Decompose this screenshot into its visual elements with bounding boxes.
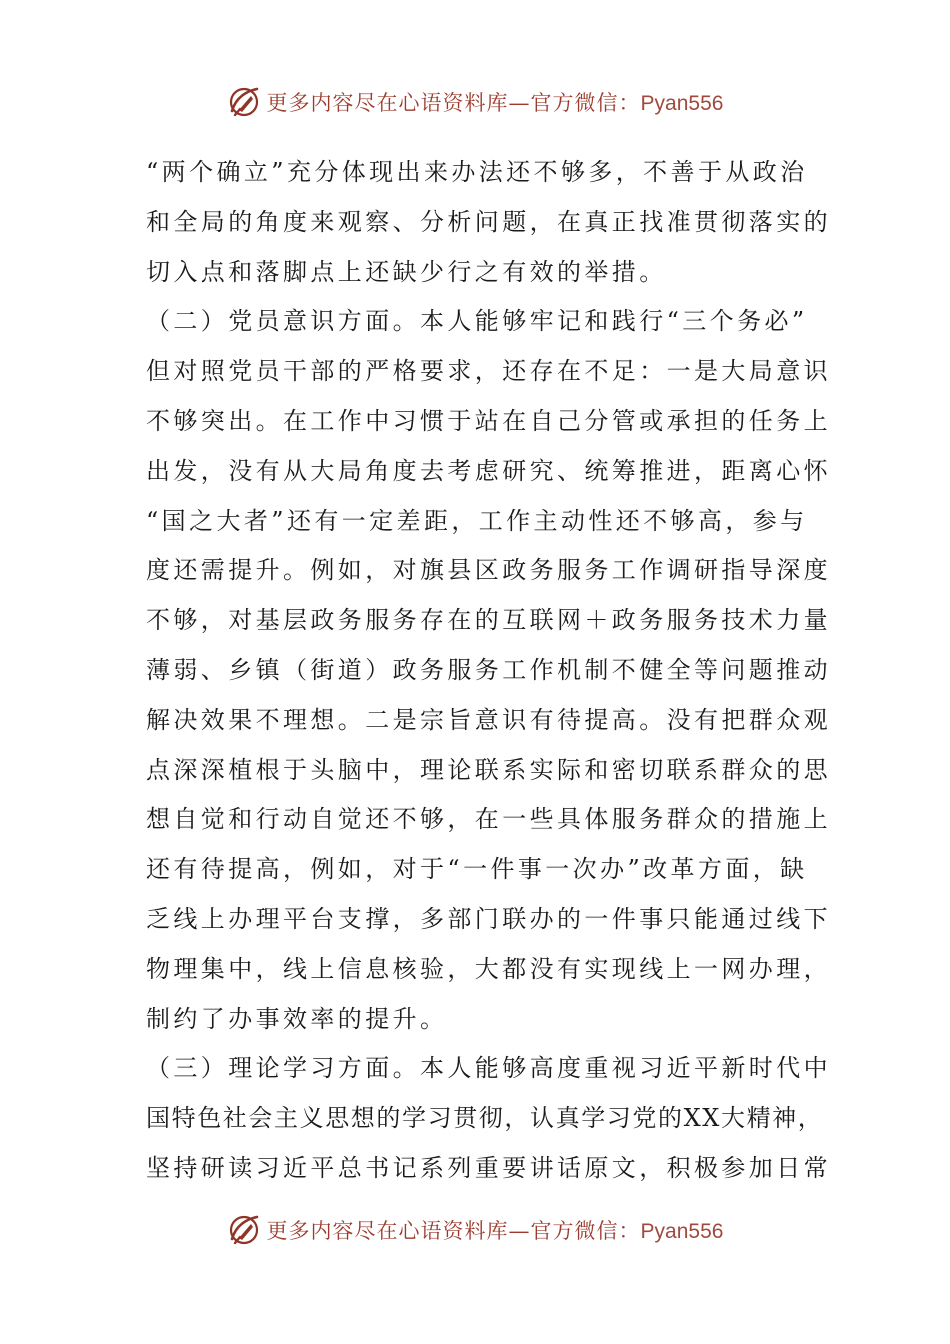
header-banner-text: 更多内容尽在心语资料库—官方微信：Pyan556	[266, 91, 724, 115]
body-line: 不够突出。在工作中习惯于站在自己分管或承担的任务上	[146, 406, 831, 435]
body-line: 物理集中，线上信息核验，大都没有实现线上一网办理，	[146, 954, 831, 983]
document-body	[146, 148, 831, 1194]
body-line: 还有待提高，例如，对于“一件事一次办”改革方面，缺	[146, 855, 808, 884]
header-banner	[0, 82, 950, 122]
body-line: 切入点和落脚点上还缺少行之有效的举措。	[146, 257, 667, 286]
pen-nib-logo-icon	[227, 1213, 261, 1247]
body-line: 乏线上办理平台支撑，多部门联办的一件事只能通过线下	[146, 904, 831, 933]
body-line: 但对照党员干部的严格要求，还存在不足：一是大局意识	[146, 357, 831, 386]
body-line: 国特色社会主义思想的学习贯彻，认真学习党的XX大精神，	[146, 1104, 824, 1133]
body-line: 出发，没有从大局角度去考虑研究、统筹推进，距离心怀	[146, 456, 831, 485]
body-line: 想自觉和行动自觉还不够，在一些具体服务群众的措施上	[146, 805, 831, 834]
footer-wechat-id: Pyan556	[640, 1220, 724, 1243]
body-line: “两个确立”充分体现出来办法还不够多，不善于从政治	[146, 158, 808, 186]
header-wechat-id: Pyan556	[640, 92, 724, 115]
body-line: 薄弱、乡镇（街道）政务服务工作机制不健全等问题推动	[146, 655, 831, 684]
body-line: 制约了办事效率的提升。	[146, 1004, 448, 1033]
body-line: “国之大者”还有一定差距，工作主动性还不够高，参与	[146, 506, 808, 535]
body-line: 和全局的角度来观察、分析问题，在真正找准贯彻落实的	[146, 207, 831, 236]
body-line: （二）党员意识方面。本人能够牢记和践行“三个务必”	[146, 307, 808, 336]
body-line: 点深深植根于头脑中，理论联系实际和密切联系群众的思	[146, 755, 831, 784]
body-line: 不够，对基层政务服务存在的互联网＋政务服务技术力量	[146, 606, 831, 635]
footer-banner	[0, 1210, 950, 1250]
footer-banner-text: 更多内容尽在心语资料库—官方微信：Pyan556	[266, 1219, 724, 1243]
body-line: 坚持研读习近平总书记系列重要讲话原文，积极参加日常	[146, 1153, 831, 1182]
body-line: 度还需提升。例如，对旗县区政务服务工作调研指导深度	[146, 556, 831, 585]
body-line: （三）理论学习方面。本人能够高度重视习近平新时代中	[146, 1054, 831, 1083]
pen-nib-logo-icon	[227, 85, 261, 119]
body-line: 解决效果不理想。二是宗旨意识有待提高。没有把群众观	[146, 705, 831, 734]
